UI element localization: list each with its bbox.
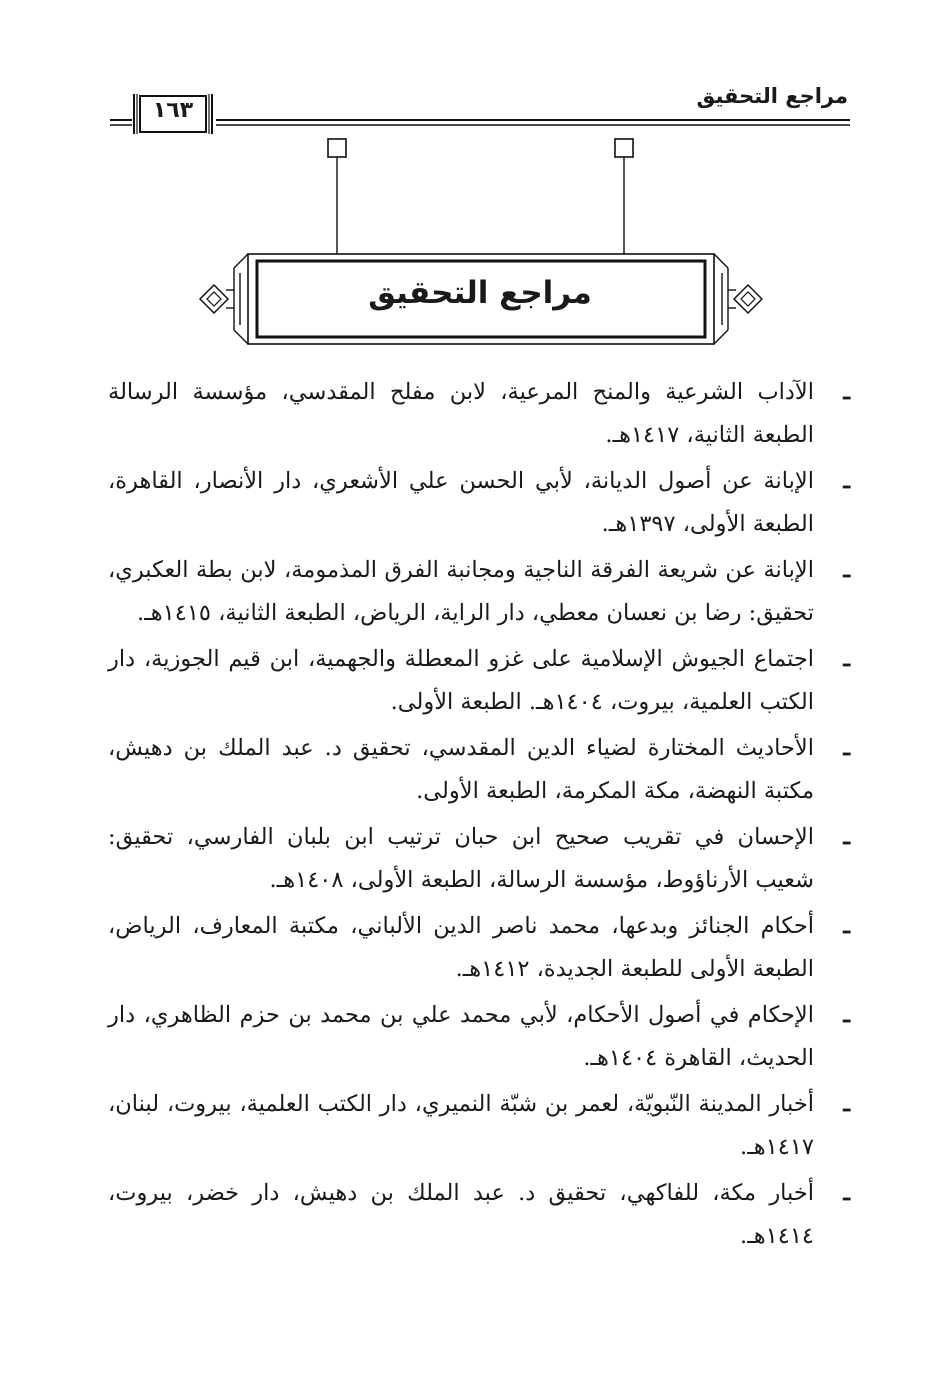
bibliography-entry (108, 1172, 850, 1258)
entry-marker: ـ (843, 1180, 850, 1206)
running-title: مراجع التحقيق (696, 84, 848, 108)
entry-text: اجتماع الجيوش الإسلامية على غزو المعطلة والجهمية، ابن قيم الجوزية، دار الكتب العلمية، بيروت، ١٤٠٤هـ. الطبعة الأولى. (108, 646, 814, 715)
entry-marker: ـ (843, 913, 850, 939)
bibliography-entry (108, 1083, 850, 1169)
entry-text: الإحسان في تقريب صحيح ابن حبان ترتيب ابن بلبان الفارسي، تحقيق: شعيب الأرناؤوط، مؤسسة الرسالة، الطبعة الأولى، ١٤٠٨هـ. (108, 824, 814, 893)
entry-text: أحكام الجنائز وبدعها، محمد ناصر الدين الألباني، مكتبة المعارف، الرياض، الطبعة الأولى للطبعة الجديدة، ١٤١٢هـ. (108, 913, 814, 982)
entry-text: أخبار المدينة النّبويّة، لعمر بن شبّة النميري، دار الكتب العلمية، بيروت، لبنان، ١٤١٧هـ. (108, 1091, 814, 1160)
bibliography-list (108, 371, 850, 1261)
bibliography-entry (108, 905, 850, 991)
entry-text: الإحكام في أصول الأحكام، لأبي محمد علي بن محمد بن حزم الظاهري، دار الحديث، القاهرة ١٤٠٤هـ. (108, 1002, 814, 1071)
page-number: ١٦٣ (152, 98, 194, 123)
banner-ornament (0, 130, 950, 360)
bibliography-entry (108, 460, 850, 546)
entry-marker: ـ (843, 735, 850, 761)
section-title: مراجع التحقيق (368, 275, 592, 311)
bibliography-entry (108, 994, 850, 1080)
entry-marker: ـ (843, 468, 850, 494)
bibliography-entry (108, 549, 850, 635)
entry-marker: ـ (843, 1091, 850, 1117)
entry-text: أخبار مكة، للفاكهي، تحقيق د. عبد الملك بن دهيش، دار خضر، بيروت، ١٤١٤هـ. (108, 1180, 814, 1249)
bibliography-entry (108, 371, 850, 457)
entry-text: الأحاديث المختارة لضياء الدين المقدسي، تحقيق د. عبد الملك بن دهيش، مكتبة النهضة، مكة المكرمة، الطبعة الأولى. (108, 735, 814, 804)
entry-marker: ـ (843, 824, 850, 850)
entry-marker: ـ (843, 646, 850, 672)
bibliography-entry (108, 816, 850, 902)
entry-marker: ـ (843, 379, 850, 405)
entry-text: الإبانة عن شريعة الفرقة الناجية ومجانبة الفرق المذمومة، لابن بطة العكبري، تحقيق: رضا بن نعسان معطي، دار الراية، الرياض، الطبعة الثانية، ١٤١٥هـ. (108, 557, 814, 626)
entry-marker: ـ (843, 557, 850, 583)
entry-text: الإبانة عن أصول الديانة، لأبي الحسن علي الأشعري، دار الأنصار، القاهرة، الطبعة الأولى، ١٣٩٧هـ. (108, 468, 814, 537)
title-banner (0, 130, 950, 360)
entry-marker: ـ (843, 1002, 850, 1028)
bibliography-entry (108, 638, 850, 724)
running-header (0, 0, 950, 140)
entry-text: الآداب الشرعية والمنح المرعية، لابن مفلح المقدسي، مؤسسة الرسالة الطبعة الثانية، ١٤١٧هـ. (108, 379, 814, 448)
bibliography-entry (108, 727, 850, 813)
